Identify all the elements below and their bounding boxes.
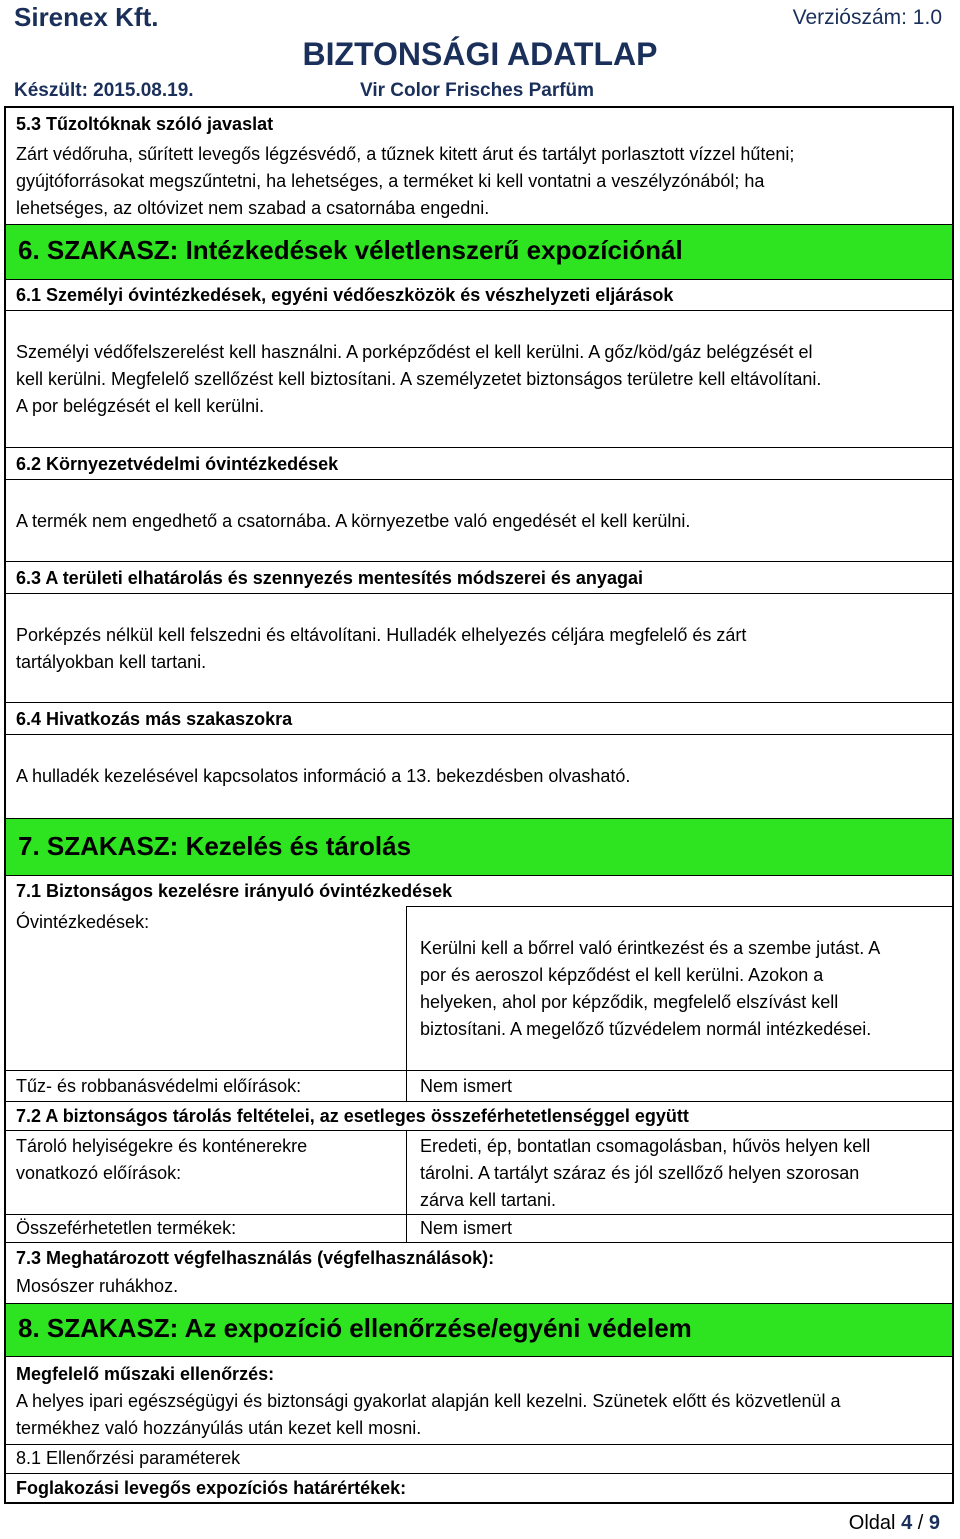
section-7-3-text: Mosószer ruhákhoz. <box>16 1276 179 1296</box>
section-6-2-text: A termék nem engedhető a csatornába. A környezetbe való engedését el kell kerülni. <box>16 511 691 531</box>
section-8-1-heading: 8.1 Ellenőrzési paraméterek <box>16 1448 241 1468</box>
section-6-1-line: kell kerülni. Megfelelő szellőzést kell biztosítani. A személyzetet biztonságos területre kell eltávolítani. <box>16 369 822 389</box>
divider <box>4 702 954 703</box>
divider <box>4 561 954 562</box>
section-8-banner <box>4 1303 954 1357</box>
page-separator: / <box>917 1512 924 1534</box>
divider <box>4 479 954 480</box>
section-6-2-heading: 6.2 Környezetvédelmi óvintézkedések <box>16 454 339 474</box>
section-7-3-heading: 7.3 Meghatározott végfelhasználás (végfelhasználások): <box>16 1248 495 1268</box>
page-current: 4 <box>901 1512 913 1534</box>
fire-label: Tűz- és robbanásvédelmi előírások: <box>16 1076 302 1096</box>
incompatible-label: Összeférhetetlen termékek: <box>16 1218 237 1238</box>
section-7-title: 7. SZAKASZ: Kezelés és tárolás <box>18 831 412 861</box>
divider <box>406 1070 407 1101</box>
section-5-3-heading: 5.3 Tűzoltóknak szóló javaslat <box>16 114 274 134</box>
section-6-3-line: tartályokban kell tartani. <box>16 652 207 672</box>
divider <box>406 906 407 1070</box>
section-5-3-line: Zárt védőruha, sűrített levegős légzésvédő, a tűznek kitett árut és tartályt porlasztott vízzel hűteni; <box>16 144 795 164</box>
page-label: Oldal <box>848 1512 896 1534</box>
document-title: BIZTONSÁGI ADATLAP <box>302 36 658 72</box>
section-6-4-text: A hulladék kezelésével kapcsolatos információ a 13. bekezdésben olvasható. <box>16 766 631 786</box>
tech-control-line: A helyes ipari egészségügyi és biztonsági gyakorlat alapján kell kezelni. Szünetek előtt és közvetlenül a <box>16 1391 841 1411</box>
precautions-line: por és aeroszol képződést el kell kerülni. Azokon a <box>420 965 824 985</box>
precautions-label: Óvintézkedések: <box>16 912 150 932</box>
divider <box>4 1473 954 1474</box>
section-6-3-line: Porképzés nélkül kell felszedni és eltávolítani. Hulladék elhelyezés céljára megfelelő és zárt <box>16 625 747 645</box>
precautions-line: biztosítani. A megelőző tűzvédelem normál intézkedései. <box>420 1019 872 1039</box>
tech-control-line: termékhez való hozzányúlás után kezet kell mosni. <box>16 1418 422 1438</box>
section-5-3-line: gyújtóforrásokat megszűntetni, ha lehetséges, a terméket ki kell vontatni a veszélyzónából; ha <box>16 171 765 191</box>
section-5-3-line: lehetséges, az oltóvizet nem szabad a csatornába engedni. <box>16 198 490 218</box>
section-6-1-heading: 6.1 Személyi óvintézkedések, egyéni védőeszközök és vészhelyzeti eljárások <box>16 285 674 305</box>
precautions-line: Kerülni kell a bőrrel való érintkezést és a szembe jutást. A <box>420 938 881 958</box>
company-name: Sirenex Kft. <box>14 2 159 32</box>
section-7-1-heading: 7.1 Biztonságos kezelésre irányuló óvintézkedések <box>16 881 453 901</box>
storage-label: vonatkozó előírások: <box>16 1163 182 1183</box>
storage-value: Eredeti, ép, bontatlan csomagolásban, hűvös helyen kell <box>420 1136 871 1156</box>
divider <box>4 593 954 594</box>
divider <box>4 1242 954 1243</box>
section-6-1-line: Személyi védőfelszerelést kell használni. A porképződést el kell kerülni. A gőz/köd/gáz belégzését el <box>16 342 813 362</box>
creation-date: Készült: 2015.08.19. <box>14 80 194 101</box>
page-number <box>849 1512 940 1535</box>
section-7-2-heading: 7.2 A biztonságos tárolás feltételei, az esetleges összeférhetetlenséggel együtt <box>16 1106 689 1126</box>
storage-label: Tároló helyiségekre és konténerekre <box>16 1136 308 1156</box>
section-6-title: 6. SZAKASZ: Intézkedések véletlenszerű expozíciónál <box>18 235 683 265</box>
divider <box>4 734 954 735</box>
page-total: 9 <box>928 1512 940 1534</box>
fire-value: Nem ismert <box>420 1076 513 1096</box>
tech-control-heading: Megfelelő műszaki ellenőrzés: <box>16 1364 275 1384</box>
storage-value: zárva kell tartani. <box>420 1190 557 1210</box>
section-6-banner <box>4 224 954 280</box>
divider <box>4 1070 954 1071</box>
section-6-4-heading: 6.4 Hivatkozás más szakaszokra <box>16 709 293 729</box>
section-7-banner <box>4 818 954 876</box>
divider <box>406 906 954 907</box>
divider <box>4 1101 954 1102</box>
exposure-limits-heading: Foglakozási levegős expozíciós határértékek: <box>16 1478 407 1498</box>
storage-value: tárolni. A tartályt száraz és jól szellőző helyen szorosan <box>420 1163 860 1183</box>
section-6-3-heading: 6.3 A területi elhatárolás és szennyezés mentesítés módszerei és anyagai <box>16 568 643 588</box>
incompatible-value: Nem ismert <box>420 1218 513 1238</box>
divider <box>406 1130 407 1242</box>
section-8-title: 8. SZAKASZ: Az expozíció ellenőrzése/egyéni védelem <box>18 1313 692 1343</box>
section-6-1-line: A por belégzését el kell kerülni. <box>16 396 265 416</box>
divider <box>4 310 954 311</box>
version-number: Verziószám: 1.0 <box>792 6 942 29</box>
divider <box>4 447 954 448</box>
divider <box>4 1130 954 1131</box>
precautions-line: helyeken, ahol por képződik, megfelelő elszívást kell <box>420 992 839 1012</box>
product-name: Vir Color Frisches Parfüm <box>360 80 595 101</box>
